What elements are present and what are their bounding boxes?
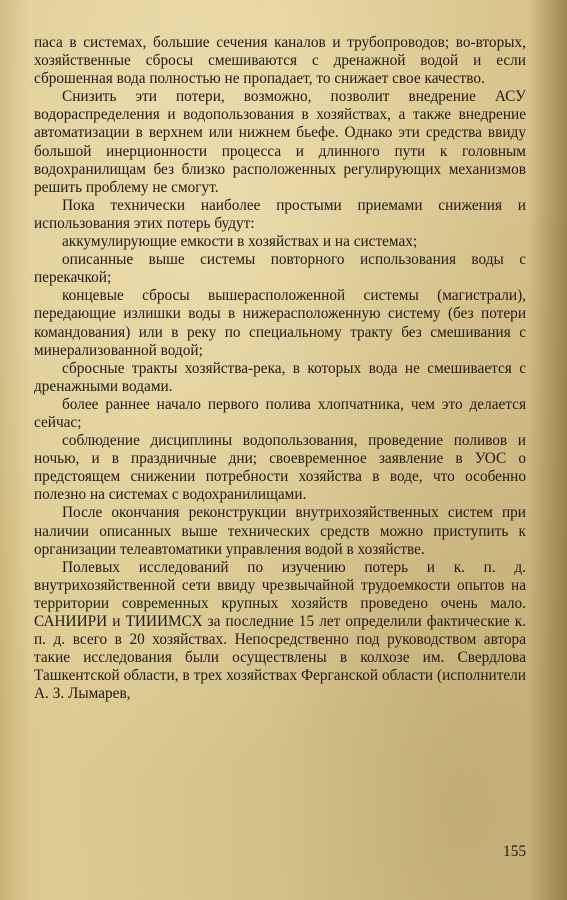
page-number: 155 (503, 843, 526, 860)
paragraph-2: Снизить эти потери, возможно, позволит внедрение АСУ водораспределения и водопользования в хозяйствах, а также внедрение автоматизации в верхнем или нижнем бьефе. Однако эти средства ввиду большой инерционности процесса и длинного пути к головным водохранилищам без близко расположенных регулирующих механизмов решить проблему не смогут. (34, 88, 526, 196)
body-text (34, 34, 526, 703)
list-item-4: сбросные тракты хозяйства-река, в которых вода не смешивается с дренажными водами. (34, 359, 526, 395)
list-item-6: соблюдение дисциплины водопользования, проведение поливов и ночью, и в праздничные дни; своевременное заявление в УОС о предстоящем снижении потребности хозяйства в воде, что особенно полезно на системах с водохранилищами. (34, 432, 526, 504)
list-item-2: описанные выше системы повторного использования воды с перекачкой; (34, 251, 526, 287)
list-item-1: аккумулирующие емкости в хозяйствах и на системах; (62, 233, 418, 251)
list-item-5: более раннее начало первого полива хлопчатника, чем это делается сейчас; (34, 395, 526, 431)
paragraph-4: После окончания реконструкции внутрихозяйственных систем при наличии описанных выше технических средств можно приступить к организации телеавтоматики управления водой в хозяйстве. (34, 504, 526, 558)
paragraph-5: Полевых исследований по изучению потерь и к. п. д. внутрихозяйственной сети ввиду чрезвычайной трудоемкости опытов на территории современных крупных хозяйств проведено очень мало. САНИИРИ и ТИИИМСХ за последние 15 лет определили фактические к. п. д. всего в 20 хозяйствах. Непосредственно под руководством автора такие исследования были осуществлены в колхозе им. Свердлова Ташкентской области, в трех хозяйствах Ферганской области (исполнители А. З. Лымарев, (34, 558, 526, 703)
paragraph-3: Пока технически наиболее простыми приемами снижения и использования этих потерь будут: (34, 196, 526, 232)
list-item-3: концевые сбросы вышерасположенной системы (магистрали), передающие излишки воды в нижерасположенную систему (без потери командования) или в реку по специальному тракту без смешивания с минерализованной водой; (34, 287, 526, 359)
paragraph-1: паса в системах, большие сечения каналов и трубопроводов; во-вторых, хозяйственные сбросы смешиваются с дренажной водой и если сброшенная вода полностью не пропадает, то снижает свое качество. (34, 34, 526, 88)
